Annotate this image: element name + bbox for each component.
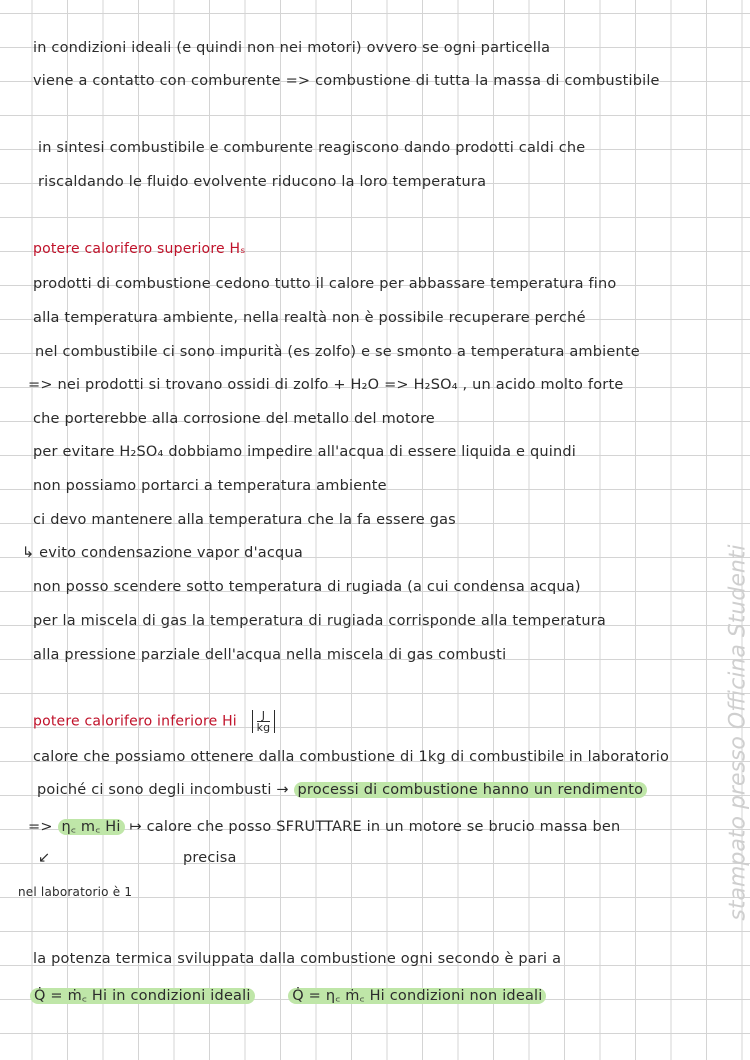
note-line: viene a contatto con comburente => combustione di tutta la massa di combustibile bbox=[33, 73, 660, 89]
note-line: prodotti di combustione cedono tutto il calore per abbassare temperatura fino bbox=[33, 276, 617, 292]
unit-denominator: kg bbox=[256, 721, 271, 734]
note-line: precisa bbox=[183, 850, 237, 866]
eta-line bbox=[28, 816, 620, 836]
unit-numerator: J bbox=[257, 710, 271, 722]
heading-hi-text: potere calorifero inferiore Hi bbox=[33, 713, 237, 730]
highlighted-text: processi di combustione hanno un rendimento bbox=[294, 782, 648, 798]
note-line: per la miscela di gas la temperatura di rugiada corrisponde alla temperatura bbox=[33, 613, 606, 629]
note-line: in sintesi combustibile e comburente reagiscono dando prodotti caldi che bbox=[38, 140, 586, 156]
note-line: non possiamo portarci a temperatura ambiente bbox=[33, 478, 387, 494]
formula-line bbox=[30, 985, 546, 1005]
highlighted-formula: η꜀ m꜀ Hi bbox=[58, 819, 125, 835]
side-note: nel laboratorio è 1 bbox=[18, 885, 133, 899]
note-line: la potenza termica sviluppata dalla combustione ogni secondo è pari a bbox=[33, 951, 562, 967]
note-line: calore che possiamo ottenere dalla combustione di 1kg di combustibile in laboratorio bbox=[33, 749, 670, 765]
note-line: ci devo mantenere alla temperatura che la fa essere gas bbox=[33, 512, 456, 528]
note-line: che porterebbe alla corrosione del metallo del motore bbox=[33, 411, 435, 427]
heading-hi bbox=[33, 710, 275, 733]
note-line: non posso scendere sotto temperatura di rugiada (a cui condensa acqua) bbox=[33, 579, 581, 595]
note-line: alla pressione parziale dell'acqua nella miscela di gas combusti bbox=[33, 647, 507, 663]
down-arrow-icon: ↙ bbox=[38, 850, 51, 866]
heading-hs: potere calorifero superiore Hₛ bbox=[33, 241, 246, 257]
unit-bracket bbox=[252, 710, 276, 733]
note-line: per evitare H₂SO₄ dobbiamo impedire all'acqua di essere liquida e quindi bbox=[33, 444, 577, 460]
note-line: nel combustibile ci sono impurità (es zolfo) e se smonto a temperatura ambiente bbox=[35, 344, 640, 360]
incombusti-prefix: poiché ci sono degli incombusti → bbox=[37, 782, 289, 798]
watermark: stampato presso Officina Studenti bbox=[725, 544, 750, 921]
note-line: => nei prodotti si trovano ossidi di zolfo + H₂O => H₂SO₄ , un acido molto forte bbox=[28, 377, 624, 393]
note-line: alla temperatura ambiente, nella realtà non è possibile recuperare perché bbox=[33, 310, 586, 326]
implies-arrow: => bbox=[28, 819, 53, 835]
note-line: in condizioni ideali (e quindi non nei motori) ovvero se ogni particella bbox=[33, 40, 551, 56]
note-line: ↳ evito condensazione vapor d'acqua bbox=[22, 545, 303, 561]
eta-explanation: ↦ calore che posso SFRUTTARE in un motore se brucio massa ben bbox=[129, 819, 621, 835]
note-line: riscaldando le fluido evolvente riducono la loro temperatura bbox=[38, 174, 487, 190]
incombusti-line bbox=[37, 782, 647, 798]
formula-nonideal: Q̇ = η꜀ ṁ꜀ Hi condizioni non ideali bbox=[288, 988, 546, 1004]
formula-ideal: Q̇ = ṁ꜀ Hi in condizioni ideali bbox=[30, 988, 255, 1004]
